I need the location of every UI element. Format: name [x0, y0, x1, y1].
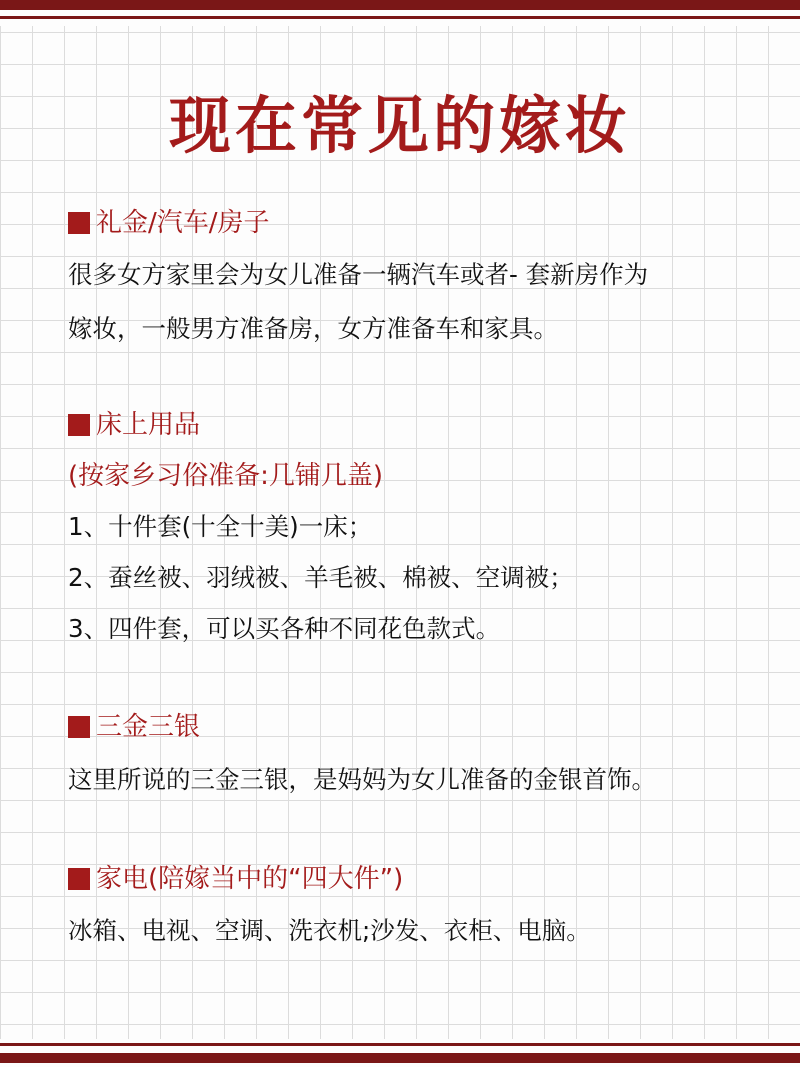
section-jewelry [68, 710, 768, 797]
section-heading-text: 家电(陪嫁当中的“四大件”) [96, 864, 404, 894]
section-heading [68, 206, 768, 240]
top-border-thick-bar [0, 0, 800, 10]
section-bedding [68, 408, 768, 646]
section-heading [68, 862, 768, 896]
section-subheading: (按家乡习俗准备:几铺几盖) [68, 461, 384, 491]
section-body-line: 2、蚕丝被、羽绒被、羊毛被、棉被、空调被； [68, 563, 574, 592]
section-body-line: 很多女方家里会为女儿准备一辆汽车或者- 套新房作为 [68, 260, 649, 289]
bottom-border-thick-bar [0, 1053, 800, 1063]
bottom-border [0, 1039, 800, 1067]
section-body-line: 1、十件套(十全十美)一床； [68, 512, 373, 541]
section-body-line: 冰箱、电视、空调、洗衣机;沙发、衣柜、电脑。 [68, 916, 591, 945]
bottom-border-thin-bar [0, 1043, 800, 1046]
section-gifts-car-house [68, 206, 768, 346]
section-body-line: 3、四件套，可以买各种不同花色款式。 [68, 614, 501, 643]
section-heading-text: 床上用品 [96, 410, 201, 440]
top-border [0, 0, 800, 26]
section-heading [68, 408, 768, 442]
section-appliances [68, 862, 768, 948]
section-body-line: 这里所说的三金三银，是妈妈为女儿准备的金银首饰。 [68, 765, 656, 794]
section-heading-text: 礼金/汽车/房子 [96, 208, 270, 238]
square-bullet-icon [68, 414, 90, 436]
square-bullet-icon [68, 212, 90, 234]
section-heading-text: 三金三银 [96, 712, 201, 742]
section-heading [68, 710, 768, 744]
page-title: 现在常见的嫁妆 [168, 89, 631, 162]
section-body-line: 嫁妆，一般男方准备房，女方准备车和家具。 [68, 314, 558, 343]
square-bullet-icon [68, 716, 90, 738]
top-border-thin-bar [0, 16, 800, 19]
square-bullet-icon [68, 868, 90, 890]
